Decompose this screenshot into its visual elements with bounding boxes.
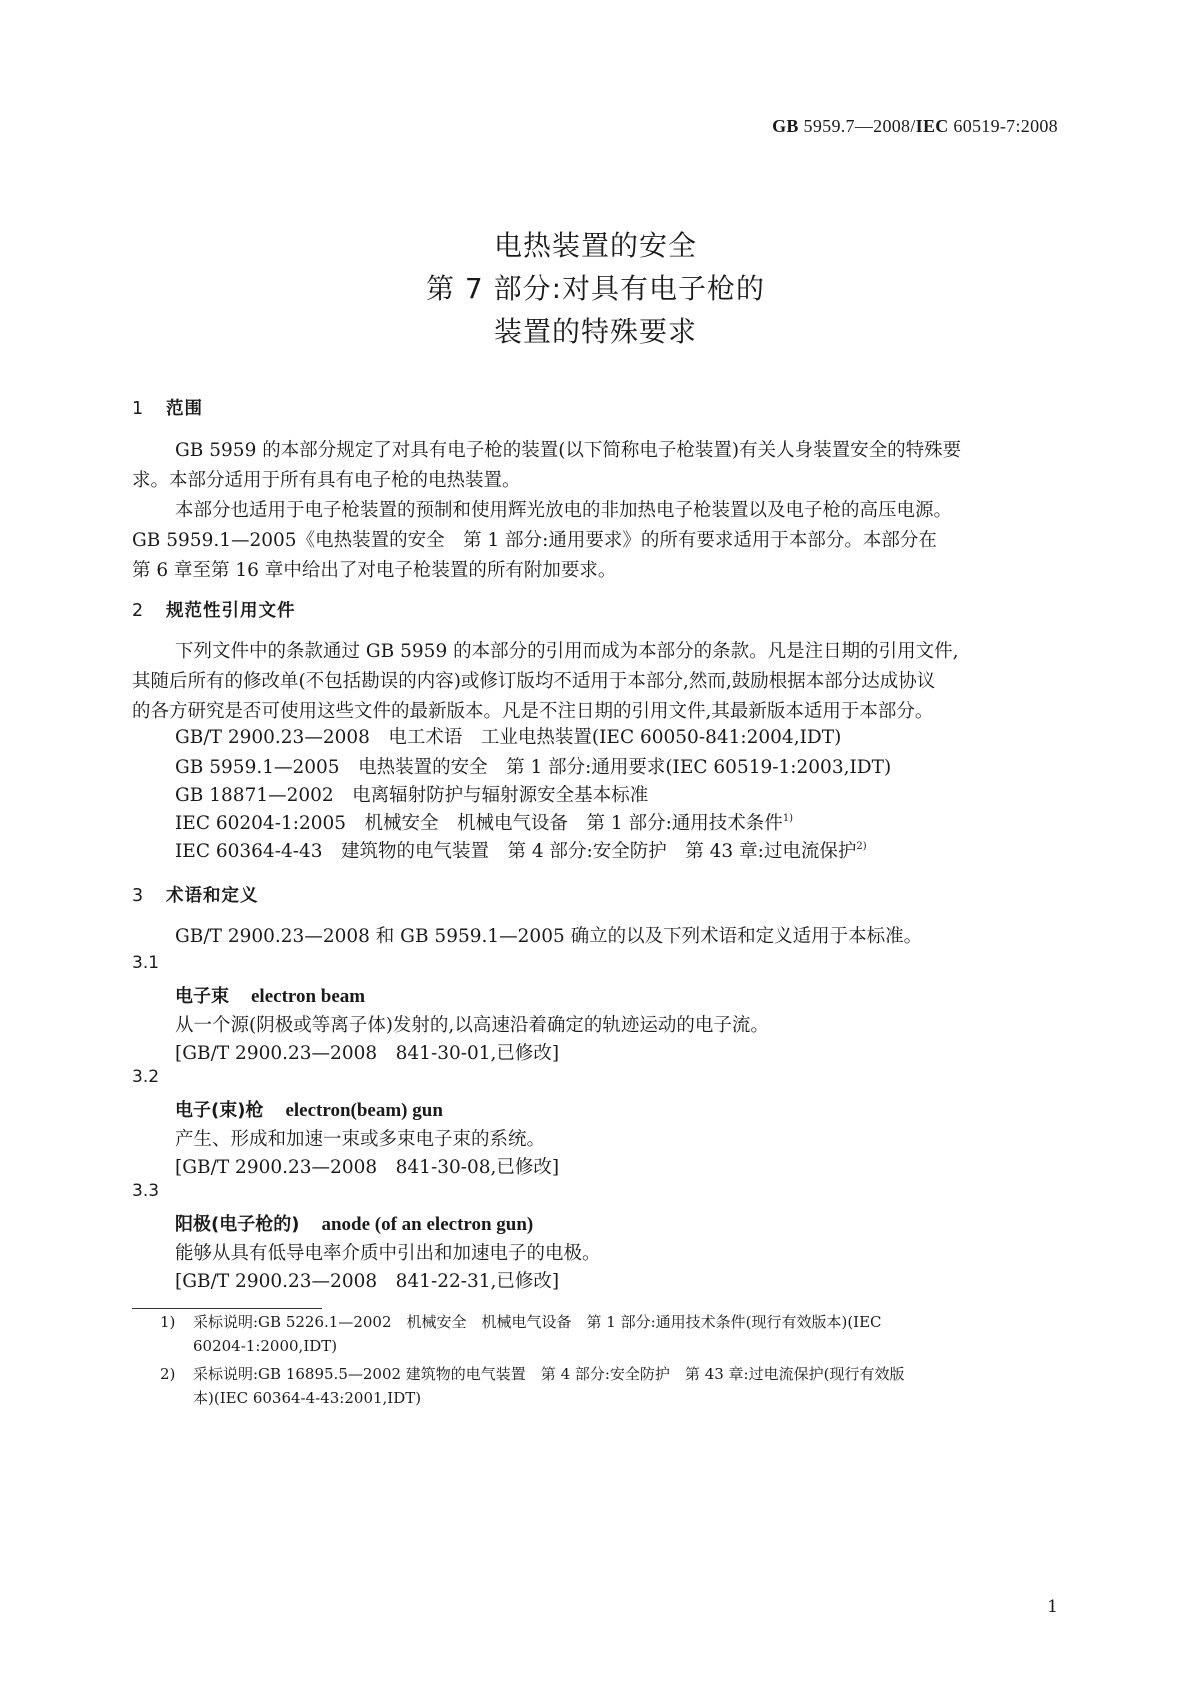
reference-item: IEC 60364-4-43 建筑物的电气装置 第 4 部分:安全防护 第 43 章:过电流保护$^{2)}$ xyxy=(175,841,867,862)
footnote-separator xyxy=(132,1308,322,1309)
term-heading xyxy=(175,1096,443,1122)
term-zh: 电子束 xyxy=(175,986,229,1007)
reference-item: IEC 60204-1:2005 机械安全 机械电气设备 第 1 部分:通用技术条件$^{1)}$ xyxy=(175,813,794,834)
footnote-line: 采标说明:GB 5226.1—2002 机械安全 机械电气设备 第 1 部分:通用技术条件(现行有效版本)(IEC xyxy=(193,1313,882,1331)
title-line-2: 第 7 部分:对具有电子枪的 xyxy=(425,272,766,305)
term-source: [GB/T 2900.23—2008 841-30-01,已修改] xyxy=(175,1043,560,1064)
document-title xyxy=(0,224,1191,353)
term-definition: 从一个源(阴极或等离子体)发射的,以高速沿着确定的轨迹运动的电子流。 xyxy=(175,1015,769,1036)
footnote-line: 本)(IEC 60364-4-43:2001,IDT) xyxy=(193,1389,422,1407)
page-number: 1 xyxy=(1047,1597,1058,1617)
term-definition: 能够从具有低导电率介质中引出和加速电子的电极。 xyxy=(175,1243,601,1264)
normative-intro-line-1: 下列文件中的条款通过 GB 5959 的本部分的引用而成为本部分的条款。凡是注日期的引用文件, xyxy=(175,641,959,662)
term-definition: 产生、形成和加速一束或多束电子束的系统。 xyxy=(175,1129,546,1150)
iec-code: 60519-7:2008 xyxy=(953,116,1058,136)
scope-p1-line-2: 求。本部分适用于所有具有电子枪的电热装置。 xyxy=(132,470,521,491)
term-heading xyxy=(175,1210,533,1236)
section-title: 规范性引用文件 xyxy=(166,601,296,621)
normative-intro-line-3: 的各方研究是否可使用这些文件的最新版本。凡是不注日期的引用文件,其最新版本适用于本部分。 xyxy=(132,701,934,722)
section-3-heading xyxy=(132,882,259,907)
standard-number xyxy=(772,116,1058,137)
section-title: 术语和定义 xyxy=(166,886,259,906)
iec-prefix: IEC xyxy=(915,116,949,136)
clause-number: 3.3 xyxy=(132,1181,160,1201)
section-2-heading xyxy=(132,597,296,622)
clause-number: 3.2 xyxy=(132,1067,160,1087)
reference-item: GB 18871—2002 电离辐射防护与辐射源安全基本标准 xyxy=(175,785,649,806)
term-heading xyxy=(175,982,365,1008)
term-en: electron beam xyxy=(251,986,366,1007)
section-1-heading xyxy=(132,395,203,420)
scope-p2-line-1: 本部分也适用于电子枪装置的预制和使用辉光放电的非加热电子枪装置以及电子枪的高压电源。 xyxy=(175,500,953,521)
footnote-line: 采标说明:GB 16895.5—2002 建筑物的电气装置 第 4 部分:安全防护 第 43 章:过电流保护(现行有效版 xyxy=(193,1365,905,1383)
title-line-1: 电热装置的安全 xyxy=(493,229,697,262)
scope-p2-line-3: 第 6 章至第 16 章中给出了对电子枪装置的所有附加要求。 xyxy=(132,560,617,581)
term-source: [GB/T 2900.23—2008 841-30-08,已修改] xyxy=(175,1157,560,1178)
footnote-number: 2) xyxy=(160,1365,176,1383)
term-zh: 阳极(电子枪的) xyxy=(175,1214,300,1235)
title-line-3: 装置的特殊要求 xyxy=(493,315,697,348)
std-code: 5959.7—2008/ xyxy=(803,116,916,136)
section-number: 3 xyxy=(132,886,145,906)
footnote-1 xyxy=(160,1310,1060,1358)
term-en: anode (of an electron gun) xyxy=(321,1214,534,1235)
section-title: 范围 xyxy=(166,399,203,419)
term-en: electron(beam) gun xyxy=(285,1100,443,1121)
term-zh: 电子(束)枪 xyxy=(175,1100,264,1121)
footnote-mark: 1) xyxy=(782,813,794,824)
std-prefix: GB xyxy=(772,116,799,136)
reference-item: GB 5959.1—2005 电热装置的安全 第 1 部分:通用要求(IEC 60519-1:2003,IDT) xyxy=(175,757,892,778)
term-source: [GB/T 2900.23—2008 841-22-31,已修改] xyxy=(175,1271,560,1292)
scope-p1-line-1: GB 5959 的本部分规定了对具有电子枪的装置(以下简称电子枪装置)有关人身装置安全的特殊要 xyxy=(175,440,962,461)
terms-intro: GB/T 2900.23—2008 和 GB 5959.1—2005 确立的以及下列术语和定义适用于本标准。 xyxy=(175,926,923,947)
footnote-mark: 2) xyxy=(856,841,867,852)
footnote-line: 60204-1:2000,IDT) xyxy=(193,1337,338,1355)
clause-number: 3.1 xyxy=(132,953,160,973)
section-number: 2 xyxy=(132,601,145,621)
footnote-2 xyxy=(160,1362,1060,1410)
normative-intro-line-2: 其随后所有的修改单(不包括勘误的内容)或修订版均不适用于本部分,然而,鼓励根据本部分达成协议 xyxy=(132,671,936,692)
scope-p2-line-2: GB 5959.1—2005《电热装置的安全 第 1 部分:通用要求》的所有要求适用于本部分。本部分在 xyxy=(132,530,937,551)
section-number: 1 xyxy=(132,399,145,419)
footnote-number: 1) xyxy=(160,1313,176,1331)
reference-item: GB/T 2900.23—2008 电工术语 工业电热装置(IEC 60050-841:2004,IDT) xyxy=(175,727,842,748)
